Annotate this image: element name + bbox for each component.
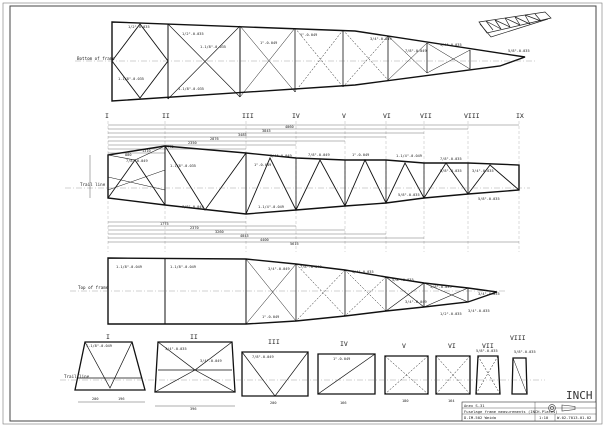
svg-text:IV: IV — [340, 340, 348, 348]
cross-sections — [60, 342, 545, 406]
sections-side-label: Trail line — [64, 374, 90, 379]
title-scale: 1:10 — [539, 415, 549, 420]
side-view-dimension-lines — [108, 125, 519, 242]
svg-text:1-1/4"-0.049: 1-1/4"-0.049 — [396, 154, 422, 158]
svg-text:1-1/8"-0.049: 1-1/8"-0.049 — [116, 265, 142, 269]
side-view-side-label: Trail line — [80, 182, 106, 187]
svg-text:2370: 2370 — [190, 226, 199, 230]
svg-text:1"-0.049: 1"-0.049 — [254, 163, 272, 167]
svg-text:II: II — [162, 112, 170, 120]
svg-text:5/8"-0.035: 5/8"-0.035 — [430, 285, 452, 289]
section-tube-labels — [86, 344, 536, 363]
svg-text:3/4"-0.035: 3/4"-0.035 — [440, 43, 462, 47]
side-view-dimensions — [125, 125, 299, 246]
svg-text:3260: 3260 — [215, 230, 224, 234]
svg-text:1"-0.049: 1"-0.049 — [262, 315, 280, 319]
outer-border — [3, 3, 602, 424]
svg-text:VII: VII — [482, 342, 494, 350]
bottom-view-side-label: Top of frame — [78, 285, 109, 290]
svg-text:IX: IX — [516, 112, 524, 120]
svg-text:1/2"-0.035: 1/2"-0.035 — [440, 312, 462, 316]
title-line-3: D.IM-502 Weida — [464, 415, 497, 420]
svg-text:5/8"-0.035: 5/8"-0.035 — [476, 349, 498, 353]
svg-text:I: I — [105, 112, 109, 120]
svg-text:1-1/8"-0.035: 1-1/8"-0.035 — [170, 164, 196, 168]
svg-text:1-1/8"-0.049: 1-1/8"-0.049 — [86, 344, 112, 348]
svg-text:1"-0.049: 1"-0.049 — [260, 41, 278, 45]
svg-text:VI: VI — [383, 112, 391, 120]
svg-text:II: II — [190, 333, 198, 341]
svg-text:3/4"-0.049: 3/4"-0.049 — [270, 154, 292, 158]
svg-text:3/4"-0.035: 3/4"-0.035 — [165, 347, 187, 351]
svg-text:7/8"-0.049: 7/8"-0.049 — [126, 159, 148, 163]
svg-text:3/4"-0.035: 3/4"-0.035 — [478, 292, 500, 296]
svg-text:396: 396 — [190, 407, 197, 411]
svg-text:4045: 4045 — [240, 234, 249, 238]
svg-text:V: V — [342, 112, 346, 120]
svg-text:5/8"-0.035: 5/8"-0.035 — [440, 169, 462, 173]
svg-text:7/8"-0.049: 7/8"-0.049 — [300, 265, 322, 269]
svg-text:I: I — [106, 333, 110, 341]
station-lines — [108, 121, 519, 252]
top-view-tube-labels — [118, 25, 530, 91]
svg-text:1"-0.049: 1"-0.049 — [300, 33, 318, 37]
bottom-view-tube-labels — [116, 265, 500, 319]
svg-text:7/8"-0.049: 7/8"-0.049 — [405, 49, 427, 53]
svg-text:1-1/8"-0.035: 1-1/8"-0.035 — [118, 77, 144, 81]
svg-text:3/4"-0.035: 3/4"-0.035 — [352, 270, 374, 274]
svg-text:2350: 2350 — [188, 141, 197, 145]
side-view-tube-labels — [126, 153, 500, 209]
svg-text:164: 164 — [448, 399, 455, 403]
svg-text:3/4"-0.049: 3/4"-0.049 — [268, 267, 290, 271]
svg-text:5/8"-0.035: 5/8"-0.035 — [398, 193, 420, 197]
svg-text:1-1/4"-0.049: 1-1/4"-0.049 — [258, 205, 284, 209]
svg-text:1775: 1775 — [160, 222, 169, 226]
svg-text:1310: 1310 — [142, 149, 151, 153]
svg-text:III: III — [268, 338, 280, 346]
section-widths — [92, 397, 455, 411]
svg-text:1-1/8"-0.035: 1-1/8"-0.035 — [178, 87, 204, 91]
svg-text:III: III — [242, 112, 254, 120]
svg-text:VI: VI — [448, 342, 456, 350]
svg-text:3485: 3485 — [238, 133, 247, 137]
svg-text:4400: 4400 — [260, 238, 269, 242]
svg-text:1/2"-0.035: 1/2"-0.035 — [182, 32, 204, 36]
svg-text:7/8"-0.049: 7/8"-0.049 — [182, 205, 204, 209]
title-sheet-number: W-02-7013-01-02 — [557, 415, 592, 420]
isometric-view — [479, 12, 551, 37]
svg-text:800: 800 — [125, 153, 132, 157]
svg-text:200: 200 — [270, 401, 277, 405]
svg-text:5615: 5615 — [290, 242, 299, 246]
units-label: INCH — [566, 389, 593, 402]
svg-text:3/4"-0.049: 3/4"-0.049 — [370, 37, 392, 41]
svg-text:3/4"-0.049: 3/4"-0.049 — [405, 300, 427, 304]
svg-text:1"-0.049: 1"-0.049 — [333, 357, 351, 361]
svg-text:5/8"-0.035: 5/8"-0.035 — [478, 197, 500, 201]
svg-text:V: V — [402, 342, 406, 350]
svg-text:1/2"-0.035: 1/2"-0.035 — [128, 25, 150, 29]
svg-text:1"-0.049: 1"-0.049 — [352, 153, 370, 157]
station-labels — [105, 112, 524, 120]
title-line-1: Anex S-31 — [464, 403, 485, 408]
svg-text:2876: 2876 — [210, 137, 219, 141]
svg-text:1-1/8"-0.049: 1-1/8"-0.049 — [170, 265, 196, 269]
svg-text:5/8"-0.035: 5/8"-0.035 — [392, 278, 414, 282]
svg-text:200: 200 — [92, 397, 99, 401]
svg-text:3845: 3845 — [262, 129, 271, 133]
svg-text:180: 180 — [402, 399, 409, 403]
svg-text:VII: VII — [420, 112, 432, 120]
svg-text:7/8"-0.049: 7/8"-0.049 — [308, 153, 330, 157]
svg-text:3/4"-0.035: 3/4"-0.035 — [468, 309, 490, 313]
svg-text:IV: IV — [292, 112, 300, 120]
svg-text:1775: 1775 — [165, 145, 174, 149]
svg-text:196: 196 — [118, 397, 125, 401]
top-view-side-label: Bottom of frame — [77, 56, 115, 61]
svg-text:1-1/8"-0.035: 1-1/8"-0.035 — [200, 45, 226, 49]
svg-text:VIII: VIII — [464, 112, 480, 120]
svg-text:5/8"-0.035: 5/8"-0.035 — [514, 350, 536, 354]
svg-text:166: 166 — [340, 401, 347, 405]
svg-text:4060: 4060 — [285, 125, 294, 129]
svg-text:7/8"-0.049: 7/8"-0.049 — [252, 355, 274, 359]
svg-text:3/4"-0.049: 3/4"-0.049 — [200, 359, 222, 363]
svg-text:7/8"-0.035: 7/8"-0.035 — [440, 157, 462, 161]
svg-text:3/4"-0.035: 3/4"-0.035 — [472, 169, 494, 173]
svg-text:5/8"-0.035: 5/8"-0.035 — [508, 49, 530, 53]
svg-text:VIII: VIII — [510, 334, 526, 342]
title-line-2: Fuselage frame measurements (INCH-Plates) — [464, 409, 558, 414]
